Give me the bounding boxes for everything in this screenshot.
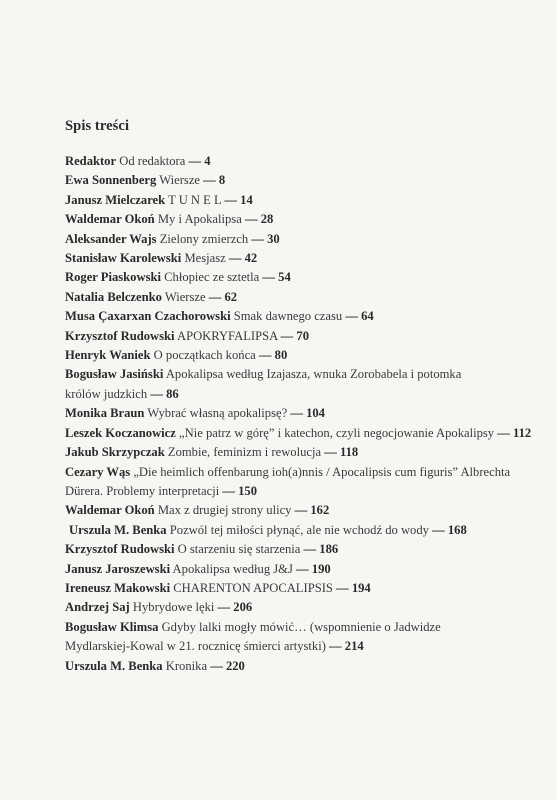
toc-author: Waldemar Okoń <box>65 212 155 227</box>
toc-separator: — <box>244 212 258 227</box>
toc-separator: — <box>497 425 510 440</box>
toc-page-number: 62 <box>224 289 238 304</box>
toc-page-number: 28 <box>260 212 274 227</box>
toc-page-number: 8 <box>218 173 226 188</box>
table-of-contents <box>65 152 545 676</box>
toc-entry-continuation <box>65 637 545 656</box>
toc-author: Roger Piaskowski <box>65 270 161 285</box>
toc-entry <box>65 249 545 268</box>
toc-entry <box>65 268 545 287</box>
toc-page-number: 162 <box>310 503 330 518</box>
toc-separator: — <box>228 251 242 266</box>
toc-page-number: 70 <box>296 328 310 343</box>
toc-separator: — <box>210 658 223 673</box>
toc-separator: — <box>303 542 317 557</box>
toc-page-number: 186 <box>319 542 339 557</box>
toc-work-continuation: Dürera. Problemy interpretacji <box>65 483 220 498</box>
toc-entry <box>65 152 545 171</box>
toc-author: Henryk Waniek <box>65 348 151 363</box>
toc-work: Chłopiec ze sztetla <box>164 270 260 285</box>
toc-author: Janusz Mielczarek <box>65 192 166 207</box>
toc-author: Natalia Belczenko <box>65 289 162 304</box>
toc-author: Aleksander Wajs <box>65 231 157 246</box>
toc-work: „Die heimlich offenbarung ioh(a)nnis / Apocalipsis cum figuris” Albrechta <box>133 464 511 479</box>
toc-page-number: 118 <box>339 445 359 460</box>
toc-separator: — <box>150 386 163 401</box>
toc-entry <box>65 443 545 462</box>
toc-author: Krzysztof Rudowski <box>65 328 175 343</box>
toc-entry <box>65 327 545 346</box>
toc-work: T U N E L <box>168 192 222 207</box>
toc-work: Wiersze <box>159 173 200 188</box>
toc-separator: — <box>217 600 231 615</box>
toc-entry <box>65 365 545 384</box>
toc-work: Pozwól tej miłości płynąć, ale nie wchodź do wody <box>169 522 429 537</box>
toc-work: My i Apokalipsa <box>157 212 242 227</box>
toc-work: Zielony zmierzch <box>159 231 249 246</box>
toc-separator: — <box>336 580 349 595</box>
toc-page-number: 86 <box>166 386 179 401</box>
toc-separator: — <box>294 503 308 518</box>
toc-entry <box>65 598 545 617</box>
toc-entry <box>65 463 545 482</box>
toc-work: Apokalipsa według J&J <box>172 561 293 576</box>
toc-entry <box>65 501 545 520</box>
toc-separator: — <box>188 154 202 168</box>
toc-separator: — <box>296 561 309 576</box>
toc-page-number: 112 <box>513 425 532 440</box>
toc-author: Jakub Skrzypczak <box>65 445 165 460</box>
toc-page-number: 80 <box>274 348 288 363</box>
toc-author: Ewa Sonnenberg <box>65 173 157 188</box>
toc-page-number: 42 <box>244 251 258 266</box>
toc-page-number: 206 <box>233 600 253 615</box>
toc-author: Bogusław Klimsa <box>65 619 159 634</box>
toc-page-number: 104 <box>306 406 325 421</box>
toc-entry <box>65 404 545 423</box>
toc-entry <box>65 288 545 307</box>
toc-work: Gdyby lalki mogły mówić… (wspomnienie o Jadwidze <box>161 619 441 634</box>
toc-author: Urszula M. Benka <box>69 522 167 537</box>
toc-author: Janusz Jaroszewski <box>65 561 171 576</box>
toc-page-number: 220 <box>225 658 245 673</box>
toc-entry <box>65 560 545 579</box>
toc-page-number: 168 <box>447 522 467 537</box>
toc-work-continuation: królów judzkich <box>65 386 148 401</box>
toc-separator: — <box>203 173 216 188</box>
toc-author: Urszula M. Benka <box>65 658 163 673</box>
toc-entry <box>65 521 545 540</box>
toc-entry <box>65 210 545 229</box>
toc-separator: — <box>280 328 294 343</box>
toc-work-continuation: Mydlarskiej-Kowal w 21. rocznicę śmierci artystki) <box>65 639 326 654</box>
toc-author: Monika Braun <box>65 406 145 421</box>
toc-work: CHARENTON APOCALIPSIS <box>173 580 333 595</box>
toc-work: Wybrać własną apokalipsę? <box>147 406 288 421</box>
toc-separator: — <box>262 270 276 285</box>
toc-separator: — <box>345 309 358 324</box>
toc-entry <box>65 657 545 676</box>
toc-page-number: 150 <box>238 483 258 498</box>
toc-author: Bogusław Jasiński <box>65 367 164 382</box>
toc-entry <box>65 346 545 365</box>
toc-work: APOKRYFALIPSA <box>176 328 278 343</box>
toc-separator: — <box>222 483 235 498</box>
toc-author: Leszek Koczanowicz <box>65 425 176 440</box>
toc-author: Redaktor <box>65 154 117 168</box>
toc-separator: — <box>290 406 303 421</box>
toc-entry-continuation <box>65 482 545 501</box>
toc-work: „Nie patrz w górę” i katechon, czyli negocjowanie Apokalipsy <box>179 425 495 440</box>
toc-author: Waldemar Okoń <box>65 503 155 518</box>
toc-separator: — <box>329 639 342 654</box>
toc-work: Zombie, feminizm i rewolucja <box>167 445 322 460</box>
toc-work: Apokalipsa według Izajasza, wnuka Zorobabela i potomka <box>165 367 462 382</box>
toc-separator: — <box>258 348 272 363</box>
toc-entry <box>65 424 545 443</box>
toc-work: Mesjasz <box>184 251 226 266</box>
toc-work: Smak dawnego czasu <box>233 309 343 324</box>
toc-separator: — <box>251 231 264 246</box>
toc-page-number: 190 <box>311 561 331 576</box>
toc-separator: — <box>224 192 237 207</box>
toc-entry <box>65 191 545 210</box>
toc-entry <box>65 230 545 249</box>
toc-work: Od redaktora <box>119 154 186 168</box>
toc-work: Kronika <box>165 658 208 673</box>
toc-separator: — <box>324 445 337 460</box>
toc-work: O początkach końca <box>153 348 256 363</box>
toc-entry <box>65 171 545 190</box>
toc-page-number: 30 <box>267 231 280 246</box>
toc-work: Hybrydowe lęki <box>132 600 215 615</box>
toc-author: Krzysztof Rudowski <box>65 542 175 557</box>
toc-page-number: 4 <box>204 154 211 168</box>
toc-work: Wiersze <box>164 289 206 304</box>
toc-author: Cezary Wąs <box>65 464 131 479</box>
toc-page-number: 14 <box>240 192 253 207</box>
toc-entry <box>65 307 545 326</box>
toc-entry <box>65 540 545 559</box>
toc-separator: — <box>432 522 445 537</box>
toc-work: O starzeniu się starzenia <box>177 542 301 557</box>
toc-author: Ireneusz Makowski <box>65 580 171 595</box>
toc-author: Andrzej Saj <box>65 600 130 615</box>
toc-page-number: 214 <box>344 639 364 654</box>
toc-page-number: 64 <box>361 309 374 324</box>
toc-entry-continuation <box>65 385 545 404</box>
toc-entry <box>65 618 545 637</box>
toc-entry <box>65 579 545 598</box>
toc-separator: — <box>208 289 222 304</box>
toc-work: Max z drugiej strony ulicy <box>157 503 292 518</box>
page-title: Spis treści <box>65 118 130 134</box>
toc-page-number: 194 <box>351 580 371 595</box>
toc-page-number: 54 <box>278 270 291 285</box>
toc-author: Stanisław Karolewski <box>65 251 182 266</box>
toc-author: Musa Çaxarxan Czachorowski <box>65 309 231 324</box>
